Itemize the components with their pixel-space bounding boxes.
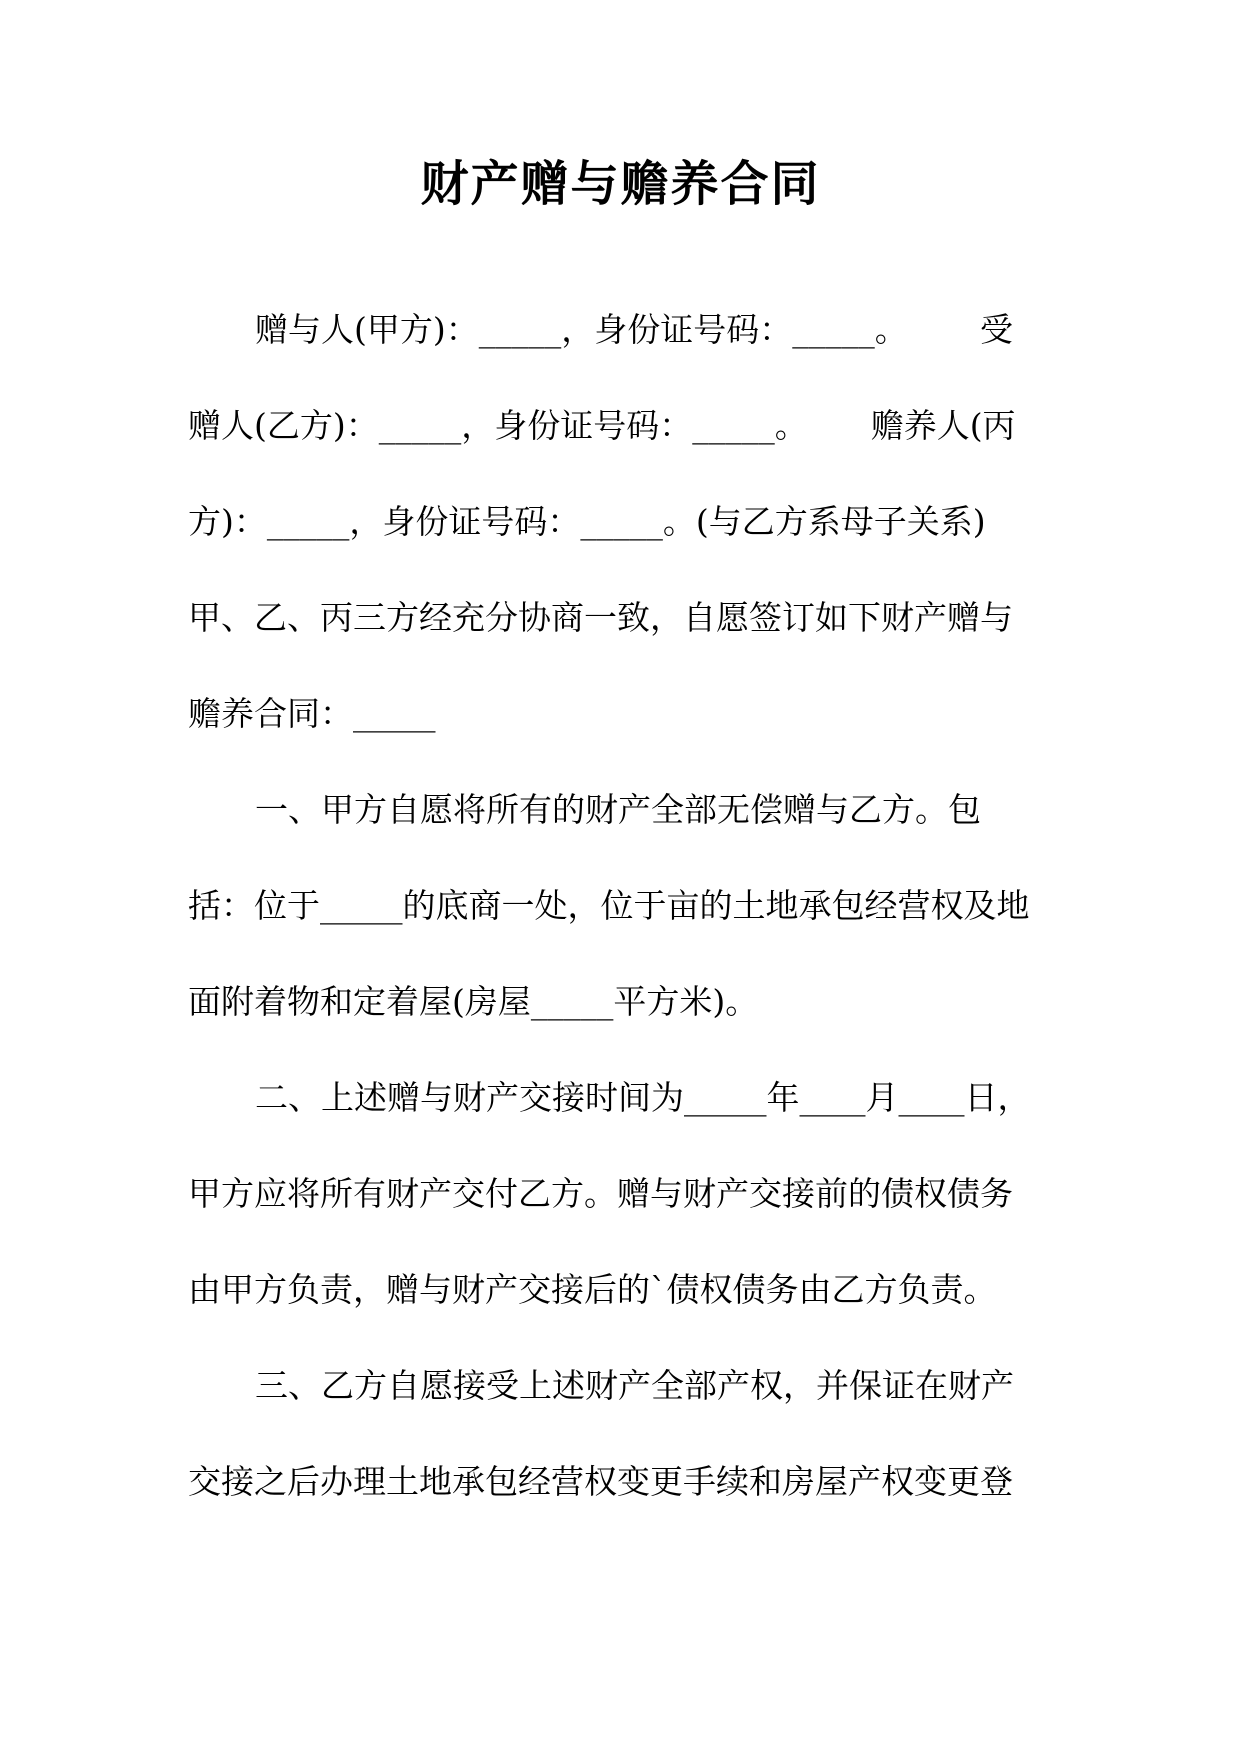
paragraph-line: 受	[980, 310, 1013, 349]
document-title: 财产赠与赡养合同	[420, 156, 821, 212]
paragraph-line: 二、上述赠与财产交接时间为_____年____月____日，	[255, 1078, 1031, 1117]
paragraph-line: 面附着物和定着屋(房屋_____平方米)。	[188, 982, 759, 1021]
paragraph-line: 一、甲方自愿将所有的财产全部无偿赠与乙方。包	[255, 790, 981, 829]
paragraph-line: 赠人(乙方)：_____，身份证号码：_____。 赡养人(丙	[188, 406, 1016, 445]
paragraph-line: 赡养合同：_____	[188, 694, 436, 733]
paragraph-line: 赠与人(甲方)：_____，身份证号码：_____。	[255, 310, 908, 349]
paragraph-line: 交接之后办理土地承包经营权变更手续和房屋产权变更登	[188, 1462, 1013, 1501]
paragraph-line: 甲方应将所有财产交付乙方。赠与财产交接前的债权债务	[188, 1174, 1013, 1213]
paragraph-line: 括：位于_____的底商一处，位于亩的土地承包经营权及地	[188, 886, 1030, 925]
paragraph-line: 方)：_____，身份证号码：_____。(与乙方系母子关系)	[188, 502, 986, 541]
paragraph-line: 甲、乙、丙三方经充分协商一致，自愿签订如下财产赠与	[188, 598, 1013, 637]
paragraph-line: 由甲方负责，赠与财产交接后的`债权债务由乙方负责。	[188, 1270, 997, 1309]
paragraph-line: 三、乙方自愿接受上述财产全部产权，并保证在财产	[255, 1366, 1014, 1405]
